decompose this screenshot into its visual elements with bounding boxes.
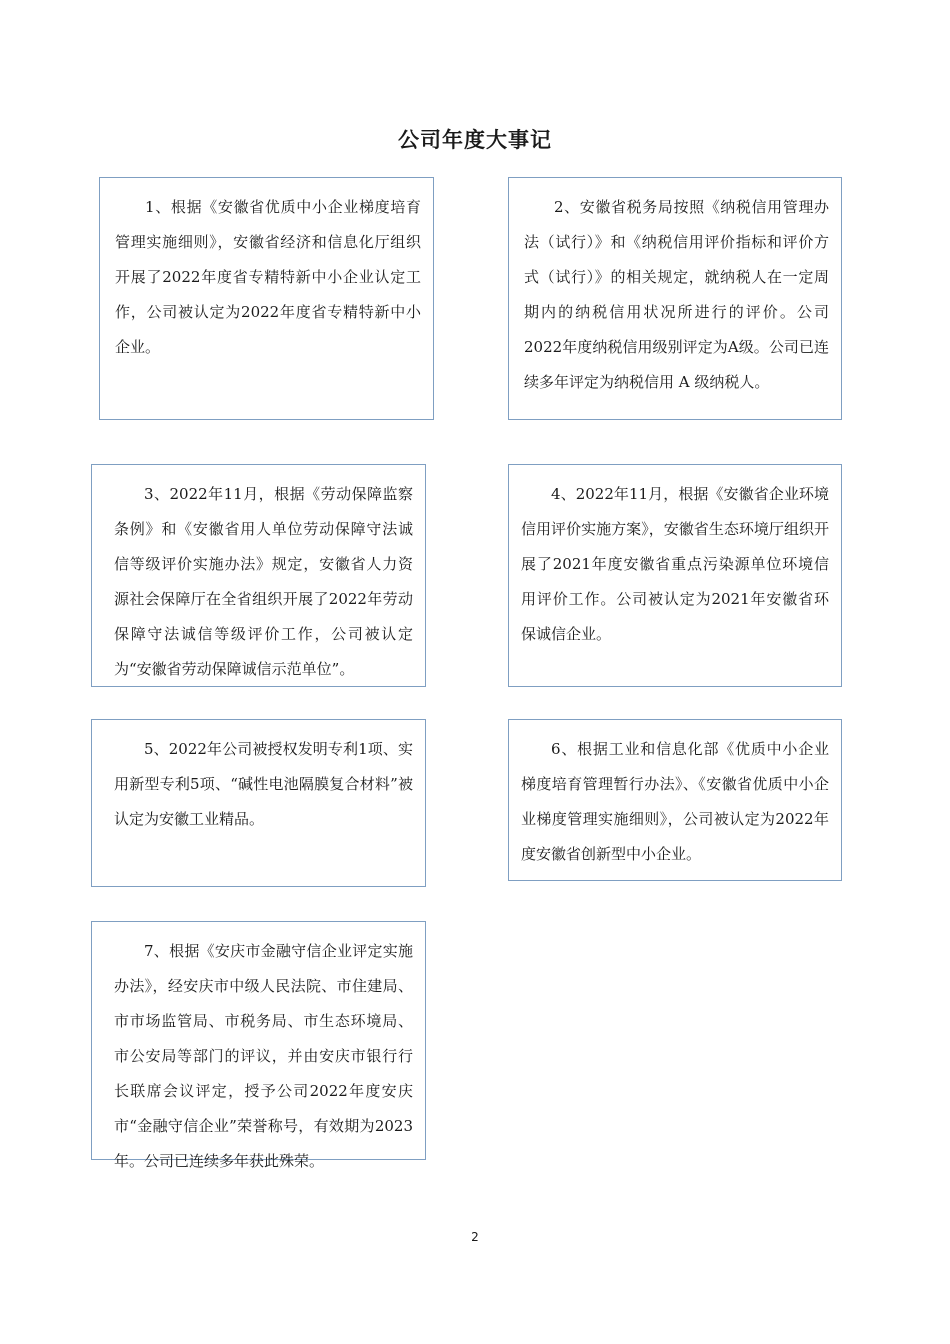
- event-box-3: 3、2022年11月，根据《劳动保障监察条例》和《安徽省用人单位劳动保障守法诚信等级评价实施办法》规定，安徽省人力资源社会保障厅在全省组织开展了2022年劳动保障守法诚信等级评价工作，公司被认定为“安徽省劳动保障诚信示范单位”。: [91, 464, 426, 687]
- event-box-2: 2、安徽省税务局按照《纳税信用管理办法（试行）》和《纳税信用评价指标和评价方式（试行）》的相关规定，就纳税人在一定周期内的纳税信用状况所进行的评价。公司2022年度纳税信用级别评定为A级。公司已连续多年评定为纳税信用 A 级纳税人。: [508, 177, 842, 420]
- event-box-6: 6、根据工业和信息化部《优质中小企业梯度培育管理暂行办法》、《安徽省优质中小企业梯度管理实施细则》，公司被认定为2022年度安徽省创新型中小企业。: [508, 719, 842, 881]
- event-box-1: 1、根据《安徽省优质中小企业梯度培育管理实施细则》，安徽省经济和信息化厅组织开展了2022年度省专精特新中小企业认定工作，公司被认定为2022年度省专精特新中小企业。: [99, 177, 434, 420]
- event-box-7: 7、根据《安庆市金融守信企业评定实施办法》，经安庆市中级人民法院、市住建局、市市场监管局、市税务局、市生态环境局、市公安局等部门的评议，并由安庆市银行行长联席会议评定，授予公司2022年度安庆市“金融守信企业”荣誉称号，有效期为2023年。公司已连续多年获此殊荣。: [91, 921, 426, 1160]
- event-box-5: 5、2022年公司被授权发明专利1项、实用新型专利5项、“碱性电池隔膜复合材料”被认定为安徽工业精品。: [91, 719, 426, 887]
- page-number: 2: [471, 1230, 479, 1244]
- event-box-4: 4、2022年11月，根据《安徽省企业环境信用评价实施方案》，安徽省生态环境厅组织开展了2021年度安徽省重点污染源单位环境信用评价工作。公司被认定为2021年安徽省环保诚信企业。: [508, 464, 842, 687]
- page-title: 公司年度大事记: [398, 128, 552, 152]
